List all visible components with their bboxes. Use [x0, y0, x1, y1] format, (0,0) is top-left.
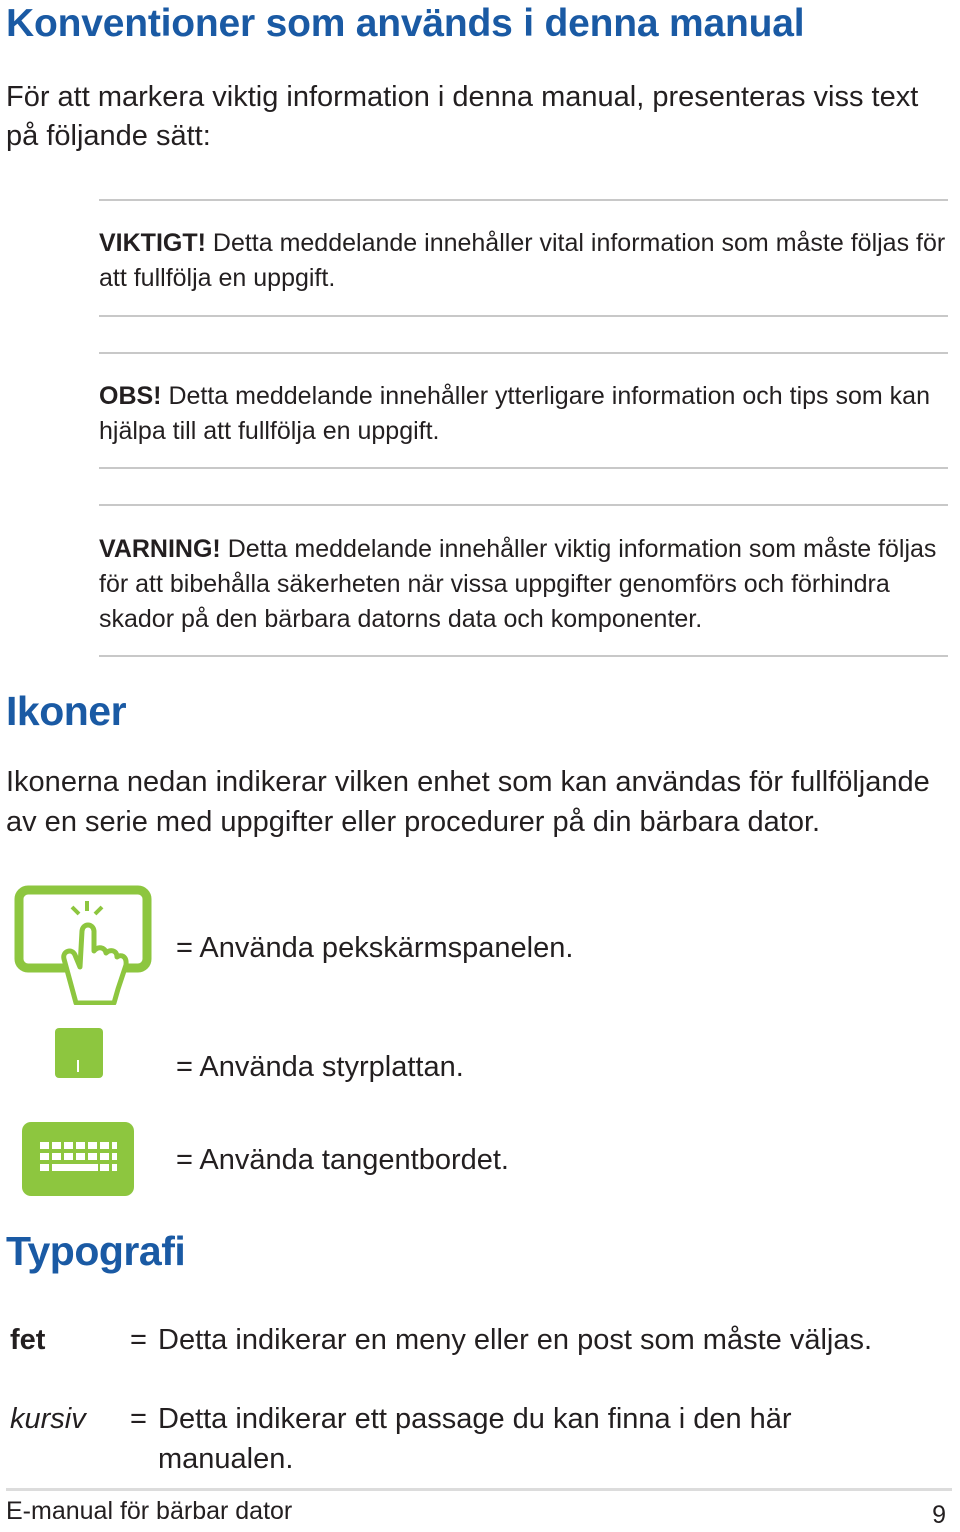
typo-desc-text: Detta indikerar ett passage du kan finna i den här — [158, 1403, 792, 1435]
note-rule-top — [99, 199, 948, 201]
page-number: 9 — [932, 1501, 946, 1529]
typo-term-italic: kursiv — [10, 1403, 86, 1435]
typo-desc-italic — [130, 1399, 910, 1479]
note-warning — [99, 532, 949, 637]
note-important-label: VIKTIGT! — [99, 229, 206, 257]
note-obs-text: Detta meddelande innehåller ytterligare information och tips som kan hjälpa till att fullfölja en uppgift. — [99, 382, 930, 445]
note-obs — [99, 379, 949, 449]
intro-paragraph: För att markera viktig information i denna manual, presenteras viss text på följande sätt: — [6, 81, 919, 152]
keyboard-desc: = Använda tangentbordet. — [176, 1144, 509, 1176]
touchscreen-icon — [14, 885, 152, 1005]
icons-description: Ikonerna nedan indikerar vilken enhet som kan användas för fullföljande av en serie med uppgifter eller procedurer på din bärbara dator. — [6, 766, 930, 838]
note-rule-bottom — [99, 655, 948, 657]
note-warning-label: VARNING! — [99, 535, 221, 563]
footer-title: E-manual för bärbar dator — [6, 1497, 293, 1525]
note-rule-bottom — [99, 315, 948, 317]
typo-desc-text: Detta indikerar en meny eller en post som måste väljas. — [158, 1324, 873, 1356]
note-rule-bottom — [99, 467, 948, 469]
note-warning-text: Detta meddelande innehåller viktig information som måste följas för att bibehålla säkerheten när vissa uppgifter genomförs och förhindra skador på den bärbara datorns data och komponenter. — [99, 535, 937, 633]
typo-desc-text-cont: manualen. — [158, 1443, 294, 1475]
note-rule-top — [99, 504, 948, 506]
typo-desc-bold — [130, 1320, 910, 1360]
keyboard-icon — [22, 1122, 134, 1196]
typo-term-bold: fet — [10, 1324, 46, 1356]
footer-rule — [6, 1488, 952, 1491]
page-title: Konventioner som används i denna manual — [6, 2, 805, 45]
touchscreen-desc: = Använda pekskärmspanelen. — [176, 932, 574, 964]
icons-heading: Ikoner — [6, 688, 127, 734]
typo-equals: = — [130, 1403, 147, 1435]
touchpad-desc: = Använda styrplattan. — [176, 1051, 464, 1083]
note-important — [99, 226, 949, 296]
touchpad-icon — [55, 1028, 103, 1078]
typography-heading: Typografi — [6, 1228, 186, 1274]
note-rule-top — [99, 352, 948, 354]
note-obs-label: OBS! — [99, 382, 162, 410]
note-important-text: Detta meddelande innehåller vital information som måste följas för att fullfölja en uppgift. — [99, 229, 946, 292]
typo-equals: = — [130, 1324, 147, 1356]
